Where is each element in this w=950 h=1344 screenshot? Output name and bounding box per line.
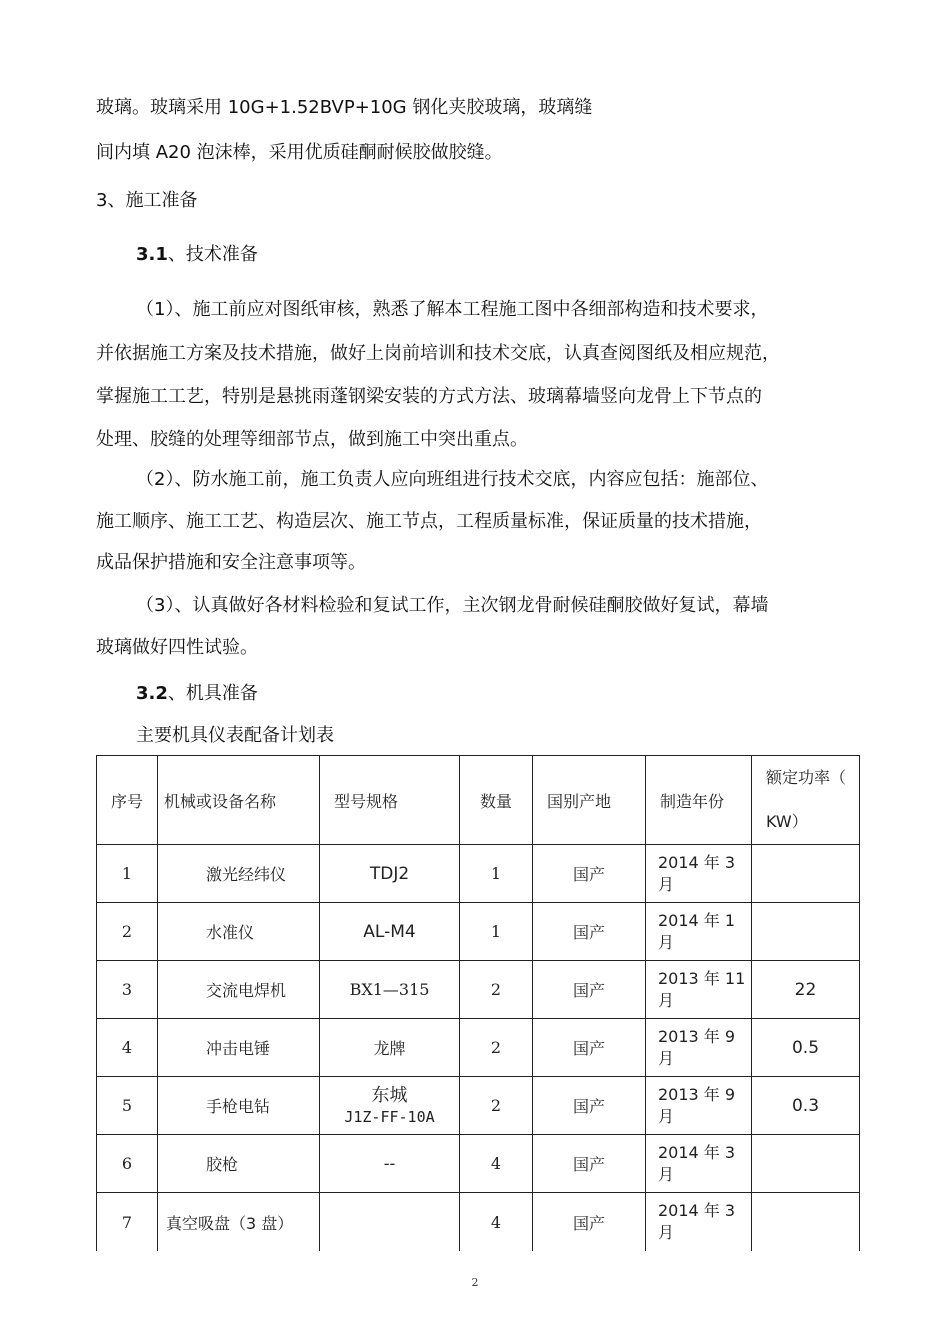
cell-year <box>646 1135 752 1193</box>
paragraph-line: 成品保护措施和安全注意事项等。 <box>96 552 366 573</box>
section-title: 、机具准备 <box>167 683 258 704</box>
cell-year-line1: 2013 年 11 <box>658 968 746 988</box>
cell-seq: 3 <box>97 961 158 1019</box>
cell-name: 手枪电钻 <box>158 1077 320 1135</box>
header-name: 机械或设备名称 <box>158 756 320 845</box>
paragraph-line: 并依据施工方案及技术措施，做好上岗前培训和技术交底，认真查阅图纸及相应规范， <box>96 343 780 364</box>
cell-name: 交流电焊机 <box>158 961 320 1019</box>
table-row <box>97 903 860 961</box>
cell-origin: 国产 <box>533 961 646 1019</box>
cell-qty: 4 <box>460 1135 533 1193</box>
cell-model <box>320 1193 460 1252</box>
table-row <box>97 961 860 1019</box>
cell-year-line2: 月 <box>658 1164 675 1184</box>
header-qty: 数量 <box>460 756 533 845</box>
cell-year <box>646 1193 752 1252</box>
section-heading-3-1 <box>136 242 258 268</box>
cell-year-line2: 月 <box>658 1106 675 1126</box>
cell-power: 0.3 <box>752 1077 860 1135</box>
cell-model-line2: J1Z-FF-10A <box>344 1107 435 1126</box>
table-row <box>97 1019 860 1077</box>
cell-seq: 5 <box>97 1077 158 1135</box>
table-row <box>97 1135 860 1193</box>
cell-origin: 国产 <box>533 1135 646 1193</box>
cell-origin: 国产 <box>533 845 646 903</box>
cell-year-line2: 月 <box>658 932 675 952</box>
header-year: 制造年份 <box>646 756 752 845</box>
cell-year-line2: 月 <box>658 874 675 894</box>
paragraph-line: 玻璃做好四性试验。 <box>96 637 258 658</box>
cell-power <box>752 1193 860 1252</box>
cell-qty: 1 <box>460 903 533 961</box>
cell-name: 激光经纬仪 <box>158 845 320 903</box>
paragraph-line: （3）、认真做好各材料检验和复试工作，主次钢龙骨耐候硅酮胶做好复试，幕墙 <box>136 595 769 616</box>
cell-origin: 国产 <box>533 1019 646 1077</box>
cell-year <box>646 845 752 903</box>
cell-year <box>646 961 752 1019</box>
header-power <box>752 756 860 845</box>
table-caption: 主要机具仪表配备计划表 <box>136 725 334 746</box>
cell-name: 冲击电锤 <box>158 1019 320 1077</box>
table-row <box>97 1077 860 1135</box>
cell-power <box>752 845 860 903</box>
cell-model: 龙牌 <box>320 1019 460 1077</box>
cell-power: 22 <box>752 961 860 1019</box>
page-number: 2 <box>471 1276 479 1289</box>
header-seq: 序号 <box>97 756 158 845</box>
cell-name: 真空吸盘（3 盘） <box>158 1193 320 1252</box>
cell-year-line2: 月 <box>658 990 675 1010</box>
cell-power: 0.5 <box>752 1019 860 1077</box>
table-header-row <box>97 756 860 845</box>
paragraph-line: （1）、施工前应对图纸审核，熟悉了解本工程施工图中各细部构造和技术要求， <box>136 299 769 320</box>
cell-seq: 7 <box>97 1193 158 1252</box>
section-heading-3: 3、施工准备 <box>96 190 198 211</box>
header-origin: 国别产地 <box>533 756 646 845</box>
section-title: 、技术准备 <box>167 244 258 265</box>
cell-name: 水准仪 <box>158 903 320 961</box>
cell-seq: 4 <box>97 1019 158 1077</box>
cell-year-line2: 月 <box>658 1223 675 1242</box>
table-row <box>97 1193 860 1252</box>
cell-year <box>646 1077 752 1135</box>
equipment-table <box>96 755 860 1251</box>
cell-origin: 国产 <box>533 1193 646 1252</box>
header-power-line1: 额定功率（ <box>766 768 847 787</box>
cell-year-line1: 2014 年 3 <box>658 852 736 872</box>
cell-model: BX1—315 <box>320 961 460 1019</box>
cell-year-line1: 2014 年 3 <box>658 1142 736 1162</box>
cell-year-line1: 2014 年 3 <box>658 1201 736 1220</box>
cell-power <box>752 903 860 961</box>
cell-year-line2: 月 <box>658 1048 675 1068</box>
paragraph-line: 间内填 A20 泡沫棒，采用优质硅酮耐候胶做胶缝。 <box>96 142 503 163</box>
cell-seq: 1 <box>97 845 158 903</box>
cell-name: 胶枪 <box>158 1135 320 1193</box>
cell-model-line1: 东城 <box>371 1084 408 1106</box>
cell-origin: 国产 <box>533 903 646 961</box>
header-model: 型号规格 <box>320 756 460 845</box>
paragraph-line: 掌握施工工艺，特别是悬挑雨蓬钢梁安装的方式方法、玻璃幕墙竖向龙骨上下节点的 <box>96 386 762 407</box>
section-number: 3.1 <box>136 244 168 265</box>
paragraph-line: 玻璃。玻璃采用 10G+1.52BVP+10G 钢化夹胶玻璃，玻璃缝 <box>96 97 593 118</box>
cell-seq: 2 <box>97 903 158 961</box>
cell-qty: 2 <box>460 961 533 1019</box>
cell-qty: 4 <box>460 1193 533 1252</box>
cell-year <box>646 903 752 961</box>
cell-year-line1: 2013 年 9 <box>658 1026 736 1046</box>
cell-model <box>320 1077 460 1135</box>
paragraph-line: （2）、防水施工前，施工负责人应向班组进行技术交底，内容应包括：施部位、 <box>136 469 769 490</box>
cell-seq: 6 <box>97 1135 158 1193</box>
section-heading-3-2 <box>136 681 258 707</box>
cell-year-line1: 2014 年 1 <box>658 910 736 930</box>
cell-power <box>752 1135 860 1193</box>
section-number: 3.2 <box>136 683 168 704</box>
cell-origin: 国产 <box>533 1077 646 1135</box>
cell-year-line1: 2013 年 9 <box>658 1084 736 1104</box>
cell-model: AL-M4 <box>320 903 460 961</box>
cell-qty: 2 <box>460 1019 533 1077</box>
cell-qty: 2 <box>460 1077 533 1135</box>
header-power-line2: KW） <box>766 812 808 831</box>
cell-model: TDJ2 <box>320 845 460 903</box>
cell-qty: 1 <box>460 845 533 903</box>
cell-model: -- <box>320 1135 460 1193</box>
table-row <box>97 845 860 903</box>
paragraph-line: 施工顺序、施工工艺、构造层次、施工节点，工程质量标准，保证质量的技术措施， <box>96 511 762 532</box>
cell-year <box>646 1019 752 1077</box>
paragraph-line: 处理、胶缝的处理等细部节点，做到施工中突出重点。 <box>96 429 528 450</box>
